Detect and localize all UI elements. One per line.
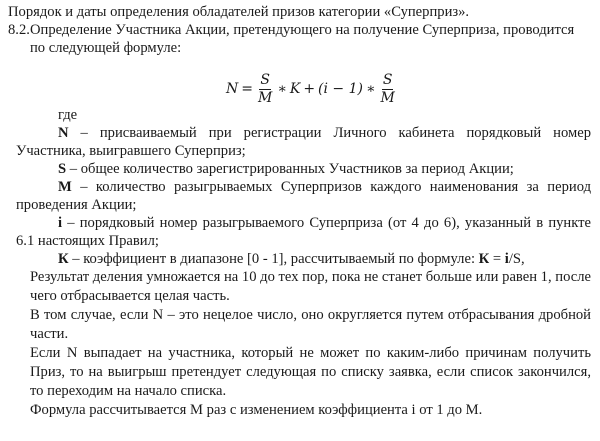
fraction-denominator: M [380, 89, 395, 106]
formula-lhs: N [226, 81, 239, 97]
paragraph-3-line3: то переходим на начало списка. [30, 383, 227, 399]
term-n: N [58, 125, 69, 141]
fraction-numerator: S [260, 71, 270, 88]
term-s: S [58, 161, 67, 177]
definition-m-line1 [58, 178, 591, 196]
fraction-denominator: M [257, 89, 273, 106]
section-text-line2: по следующей формуле: [30, 40, 182, 56]
formula-fraction-2 [381, 72, 395, 107]
paragraph-1-line2: чего отбрасывается целая часть. [30, 288, 230, 304]
definition-text: – порядковый номер разыгрываемого Суперприза (от 4 до 6), указанный в пункте [62, 215, 591, 231]
k-formula-k: К [478, 251, 490, 267]
formula-multiply: ∗ [277, 81, 287, 97]
paragraph-3-line1: Если N выпадает на участника, который не может по каким-либо причинам получить [30, 345, 591, 361]
term-i: i [58, 215, 63, 231]
definition-text: – коэффициент в диапазоне [0 - 1], рассчитываемый по формуле: [68, 251, 479, 267]
formula-equals: = [241, 81, 253, 97]
k-formula-eq: = [489, 251, 505, 267]
definition-m-line2: проведения Акции; [16, 197, 137, 213]
definition-n-line2: Участника, выигравшего Суперприз; [16, 143, 246, 159]
definition-i-line2: 6.1 настоящих Правил; [16, 233, 159, 249]
definition-text: – количество разыгрываемых Суперпризов каждого наименования за период [71, 179, 591, 195]
k-formula-i: i [504, 251, 509, 267]
heading: Порядок и даты определения обладателей призов категории «Суперприз». [8, 4, 470, 20]
term-m: М [58, 179, 72, 195]
term-k: К [58, 251, 69, 267]
section-text-line1: Определение Участника Акции, претендующего на получение Суперприза, проводится [30, 22, 575, 38]
definition-i-line1 [58, 214, 591, 232]
paragraph-1-line1: Результат деления умножается на 10 до тех пор, пока не станет больше или равен 1, после [30, 269, 591, 285]
definition-text: – присваиваемый при регистрации Личного кабинета порядковый номер [68, 125, 591, 141]
formula-plus: + [303, 81, 316, 97]
formula [226, 66, 397, 112]
formula-multiply: ∗ [366, 81, 376, 97]
definition-s [58, 160, 514, 178]
paragraph-3-line2: Приз, то на выигрыш претендует следующая по списку заявка, если список закончился, [30, 364, 591, 380]
formula-fraction-1 [258, 72, 272, 107]
definition-k [58, 250, 525, 268]
paragraph-2-line2: части. [30, 326, 69, 342]
k-formula-rest: /S, [508, 251, 525, 267]
formula-paren: (i − 1) [318, 81, 363, 97]
definition-text: – общее количество зарегистрированных Участников за период Акции; [66, 161, 514, 177]
definition-n-line1 [58, 124, 591, 142]
formula-k: K [289, 81, 301, 97]
fraction-numerator: S [382, 71, 393, 88]
where-label: где [58, 107, 78, 123]
paragraph-2-line1: В том случае, если N – это нецелое число, оно округляется путем отбрасывания дробной [30, 307, 591, 323]
section-number: 8.2. [8, 22, 30, 38]
paragraph-4-line1: Формула рассчитывается М раз с изменением коэффициента i от 1 до М. [30, 402, 483, 418]
